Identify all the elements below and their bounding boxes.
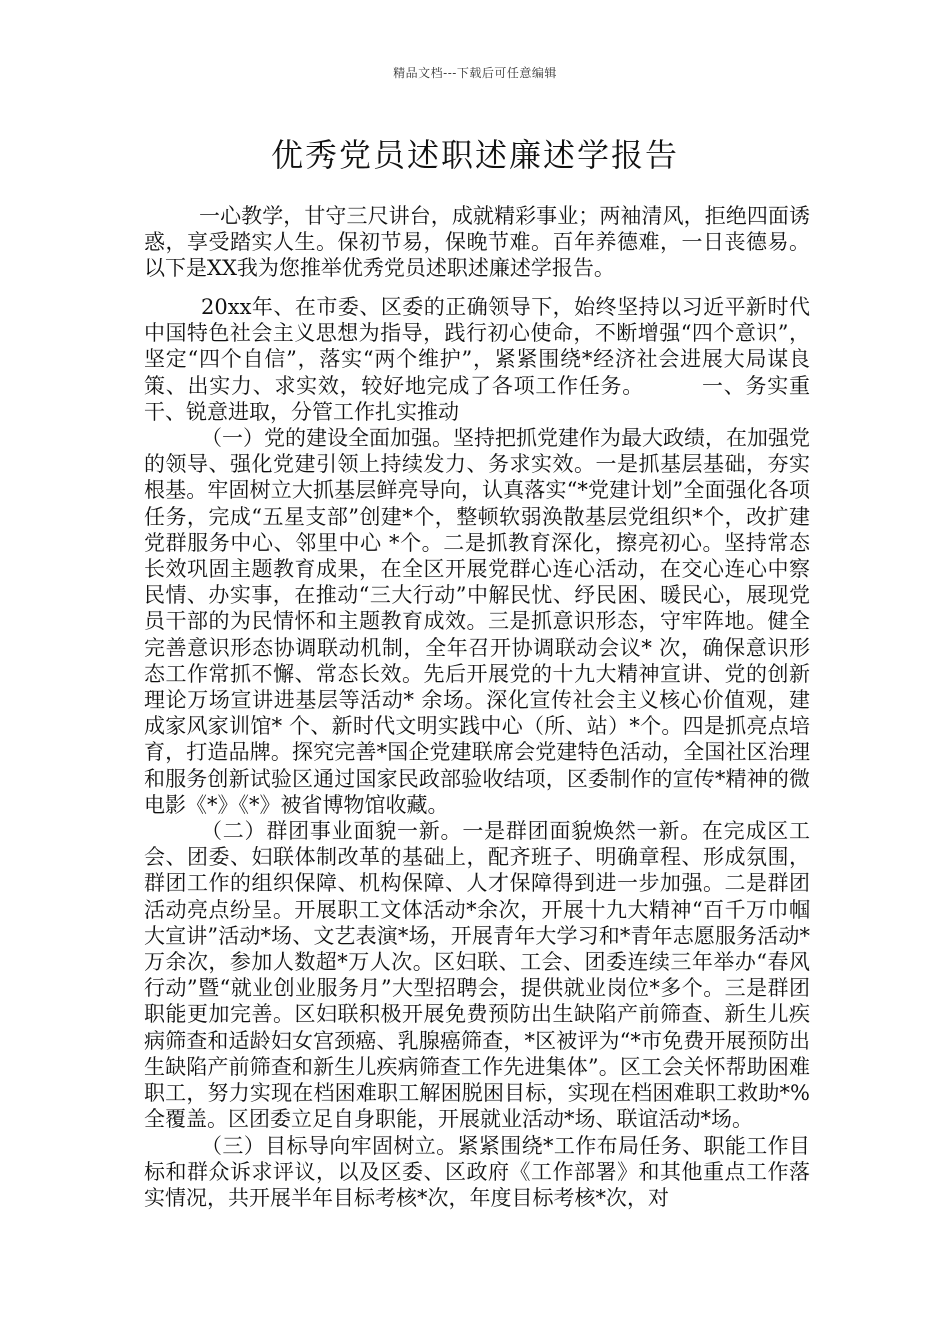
- body-paragraph-1: （一）党的建设全面加强。坚持把抓党建作为最大政绩，在加强党的领导、强化党建引领上持续发力、务求实效。一是抓基层基础，夯实根基。牢固树立大抓基层鲜亮导向，认真落实“*党建计划”全面强化各项任务，完成“五星支部”创建*个，整顿软弱涣散基层党组织*个，改扩建党群服务中心、邻里中心 *个。二是抓教育深化，擦亮初心。坚持常态长效巩固主题教育成果，在全区开展党群心连心活动，在交心连心中察民情、办实事，在推动“三大行动”中解民忧、纾民困、暖民心，展现党员干部的为民情怀和主题教育成效。三是抓意识形态，守牢阵地。健全完善意识形态协调联动机制，全年召开协调联动会议* 次，确保意识形态工作常抓不懈、常态长效。先后开展党的十九大精神宣讲、党的创新理论万场宣讲进基层等活动* 余场。深化宣传社会主义核心价值观，建成家风家训馆* 个、新时代文明实践中心（所、站）*个。四是抓亮点培育，打造品牌。探究完善*国企党建联席会党建特色活动，全国社区治理和服务创新试验区通过国家民政部验收结项，区委制作的宣传*精神的微电影《*》《*》被省博物馆收藏。: [144, 426, 810, 817]
- document-title: 优秀党员述职述廉述学报告: [270, 136, 679, 174]
- intro-paragraph: 一心教学，甘守三尺讲台，成就精彩事业；两袖清风，拒绝四面诱惑，享受踏实人生。保初节易，保晚节难。百年养德难，一日丧德易。以下是XX我为您推举优秀党员述职述廉述学报告。: [144, 204, 810, 281]
- lead-paragraph: [144, 294, 810, 425]
- report-body: [144, 294, 810, 1211]
- lead-text: 20xx年、在市委、区委的正确领导下，始终坚持以习近平新时代中国特色社会主义思想为指导，践行初心使命，不断增强“四个意识”，坚定“四个自信”，落实“两个维护”，紧紧围绕*经济社会进展大局谋良策、出实力、求实效，较好地完成了各项工作任务。: [144, 295, 810, 398]
- body-paragraph-2: （二）群团事业面貌一新。一是群团面貌焕然一新。在完成区工会、团委、妇联体制改革的基础上，配齐班子、明确章程、形成氛围，群团工作的组织保障、机构保障、人才保障得到进一步加强。二是群团活动亮点纷呈。开展职工文体活动*余次，开展十九大精神“百千万巾帼大宣讲”活动*场、文艺表演*场，开展青年大学习和*青年志愿服务活动*万余次，参加人数超*万人次。区妇联、工会、团委连续三年举办“春风行动”暨“就业创业服务月”大型招聘会，提供就业岗位*多个。三是群团职能更加完善。区妇联积极开展免费预防出生缺陷产前筛查、新生儿疾病筛查和适龄妇女宫颈癌、乳腺癌筛查，*区被评为“*市免费开展预防出生缺陷产前筛查和新生儿疾病筛查工作先进集体”。区工会关怀帮助困难职工，努力实现在档困难职工解困脱困目标，实现在档困难职工救助*%全覆盖。区团委立足自身职能，开展就业活动*场、联谊活动*场。: [144, 819, 810, 1132]
- section-heading: 一、务实重干、锐意进取，分管工作扎实推动: [144, 373, 811, 424]
- body-paragraph-3: （三）目标导向牢固树立。紧紧围绕*工作布局任务、职能工作目标和群众诉求评议，以及区委、区政府《工作部署》和其他重点工作落实情况，共开展半年目标考核*次，年度目标考核*次，对: [144, 1133, 810, 1210]
- header-note: 精品文档---下载后可任意编辑: [393, 66, 557, 80]
